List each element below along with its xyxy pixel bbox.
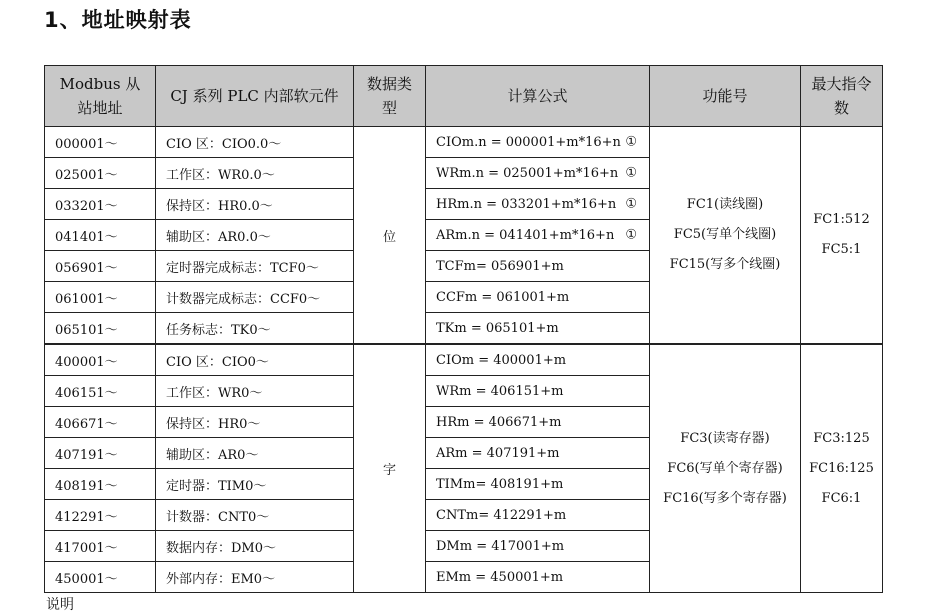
max-count-line: FC6:1 xyxy=(821,490,862,506)
function-code-line: FC16(写多个寄存器) xyxy=(663,490,787,506)
formula-text: WRm = 406151+m xyxy=(436,383,564,399)
data-type-cell: 位 xyxy=(354,127,426,345)
formula-text: CIOm = 400001+m xyxy=(436,352,567,368)
function-code-line: FC5(写单个线圈) xyxy=(673,227,777,242)
modbus-address-cell: 417001～ xyxy=(45,531,156,562)
formula-text: CIOm.n = 000001+m*16+n xyxy=(436,134,621,150)
modbus-address-cell: 000001～ xyxy=(45,127,156,158)
max-count-line: FC3:125 xyxy=(813,430,870,446)
formula-cell xyxy=(426,469,650,500)
plc-element-cell: 定时器完成标志：TCF0～ xyxy=(156,251,354,282)
plc-element-cell: 数据内存：DM0～ xyxy=(156,531,354,562)
plc-element-cell: 定时器：TIM0～ xyxy=(156,469,354,500)
plc-element-cell: 辅助区：AR0～ xyxy=(156,438,354,469)
plc-element-cell: 保持区：HR0.0～ xyxy=(156,189,354,220)
note-label: 说明 xyxy=(46,597,74,613)
table-header-row xyxy=(45,66,883,127)
formula-text: HRm.n = 033201+m*16+n xyxy=(436,196,617,212)
max-count-cell xyxy=(801,344,883,593)
formula-cell xyxy=(426,158,650,189)
formula-text: DMm = 417001+m xyxy=(436,538,565,554)
modbus-address-cell: 407191～ xyxy=(45,438,156,469)
header-modbus-address: Modbus 从站地址 xyxy=(45,66,156,127)
formula-text: EMm = 450001+m xyxy=(436,569,564,585)
address-mapping-table xyxy=(44,65,883,593)
plc-element-cell: 计数器：CNT0～ xyxy=(156,500,354,531)
modbus-address-cell: 412291～ xyxy=(45,500,156,531)
function-code-line: FC3(读寄存器) xyxy=(680,430,770,446)
formula-cell xyxy=(426,438,650,469)
modbus-address-cell: 056901～ xyxy=(45,251,156,282)
modbus-address-cell: 033201～ xyxy=(45,189,156,220)
modbus-address-cell: 406151～ xyxy=(45,376,156,407)
formula-text: CCFm = 061001+m xyxy=(436,289,570,305)
word-group xyxy=(45,344,883,593)
plc-element-cell: 任务标志：TK0～ xyxy=(156,313,354,345)
formula-text: TCFm= 056901+m xyxy=(436,258,564,274)
max-count-line: FC1:512 xyxy=(813,212,870,227)
plc-element-cell: 计数器完成标志：CCF0～ xyxy=(156,282,354,313)
table-row xyxy=(45,344,883,376)
modbus-address-cell: 025001～ xyxy=(45,158,156,189)
header-function-code: 功能号 xyxy=(650,66,801,127)
formula-cell xyxy=(426,376,650,407)
formula-cell xyxy=(426,313,650,345)
plc-element-cell: 辅助区：AR0.0～ xyxy=(156,220,354,251)
plc-element-cell: CIO 区：CIO0～ xyxy=(156,344,354,376)
max-count-cell xyxy=(801,127,883,345)
footnote-marker: ① xyxy=(625,196,637,212)
plc-element-cell: 工作区：WR0.0～ xyxy=(156,158,354,189)
function-code-line: FC1(读线圈) xyxy=(686,197,764,212)
footnote-marker: ① xyxy=(625,227,637,243)
section-title: 1、地址映射表 xyxy=(44,8,192,32)
formula-cell xyxy=(426,407,650,438)
footnote-marker: ① xyxy=(625,134,637,150)
header-formula: 计算公式 xyxy=(426,66,650,127)
formula-text: WRm.n = 025001+m*16+n xyxy=(436,165,619,181)
formula-cell xyxy=(426,562,650,593)
modbus-address-cell: 408191～ xyxy=(45,469,156,500)
plc-element-cell: 外部内存：EM0～ xyxy=(156,562,354,593)
max-count-line: FC16:125 xyxy=(809,460,874,476)
plc-element-cell: CIO 区：CIO0.0～ xyxy=(156,127,354,158)
formula-text: TKm = 065101+m xyxy=(436,320,559,336)
formula-cell xyxy=(426,500,650,531)
formula-text: ARm = 407191+m xyxy=(436,445,560,461)
formula-cell xyxy=(426,282,650,313)
formula-text: HRm = 406671+m xyxy=(436,414,562,430)
plc-element-cell: 保持区：HR0～ xyxy=(156,407,354,438)
formula-cell xyxy=(426,220,650,251)
formula-cell xyxy=(426,344,650,376)
header-plc-element: CJ 系列 PLC 内部软元件 xyxy=(156,66,354,127)
modbus-address-cell: 450001～ xyxy=(45,562,156,593)
formula-text: ARm.n = 041401+m*16+n xyxy=(436,227,615,243)
formula-cell xyxy=(426,189,650,220)
footnote-marker: ① xyxy=(625,165,637,181)
function-code-line: FC15(写多个线圈) xyxy=(669,257,781,272)
table-row xyxy=(45,127,883,158)
max-count-line: FC5:1 xyxy=(821,242,862,257)
data-type-cell: 字 xyxy=(354,344,426,593)
modbus-address-cell: 406671～ xyxy=(45,407,156,438)
header-data-type: 数据类型 xyxy=(354,66,426,127)
formula-cell xyxy=(426,531,650,562)
function-code-cell xyxy=(650,344,801,593)
function-code-cell xyxy=(650,127,801,345)
plc-element-cell: 工作区：WR0～ xyxy=(156,376,354,407)
formula-text: CNTm= 412291+m xyxy=(436,507,567,523)
function-code-line: FC6(写单个寄存器) xyxy=(667,460,783,476)
formula-cell xyxy=(426,251,650,282)
header-max-count: 最大指令数 xyxy=(801,66,883,127)
formula-cell xyxy=(426,127,650,158)
modbus-address-cell: 400001～ xyxy=(45,344,156,376)
formula-text: TIMm= 408191+m xyxy=(436,476,564,492)
modbus-address-cell: 061001～ xyxy=(45,282,156,313)
modbus-address-cell: 065101～ xyxy=(45,313,156,345)
bit-group xyxy=(45,127,883,345)
modbus-address-cell: 041401～ xyxy=(45,220,156,251)
